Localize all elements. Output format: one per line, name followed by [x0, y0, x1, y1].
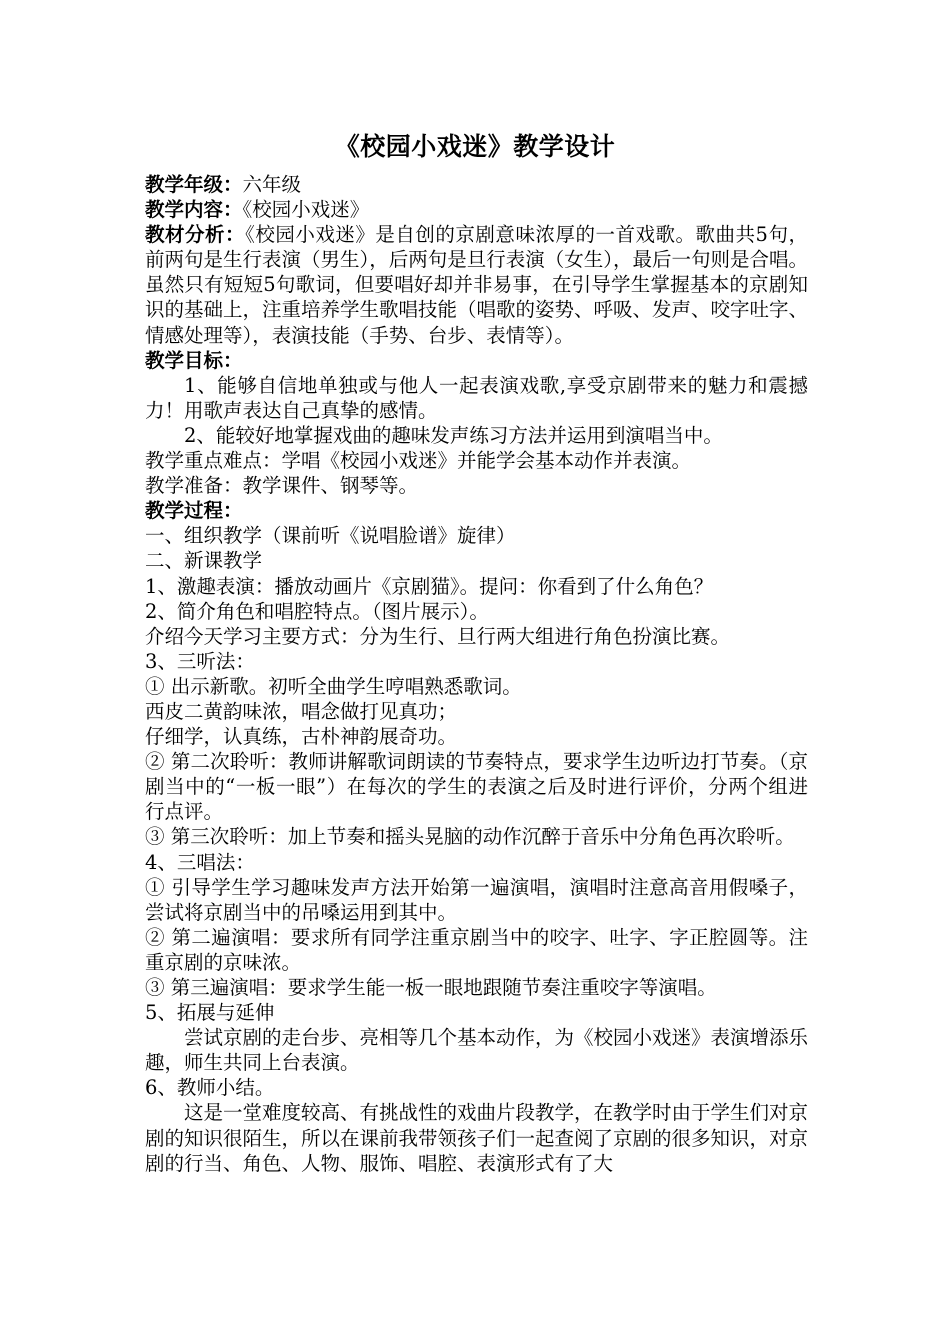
process-line: ③ 第三次聆听：加上节奏和摇头晃脑的动作沉醉于音乐中分角色再次聆听。: [145, 825, 795, 849]
document-title: 《校园小戏迷》教学设计: [334, 132, 616, 161]
analysis-paragraph: [145, 222, 808, 347]
key-points-line: 教学重点难点：学唱《校园小戏迷》并能学会基本动作并表演。: [145, 449, 692, 473]
process-line: ① 出示新歌。初听全曲学生哼唱熟悉歌词。: [145, 674, 522, 698]
content-value: 《校园小戏迷》: [242, 198, 370, 222]
process-line: ② 第二次聆听：教师讲解歌词朗读的节奏特点，要求学生边听边打节奏。（京剧当中的“一板一眼”）在每次的学生的表演之后及时进行评价，分两个组进行点评。: [145, 750, 808, 824]
process-heading: 教学过程：: [145, 499, 243, 523]
process-line: 二、新课教学: [145, 549, 263, 573]
grade-value: 六年级: [242, 173, 302, 196]
preparation-line: 教学准备：教学课件、钢琴等。: [145, 474, 419, 498]
grade-label: 教学年级：: [145, 173, 243, 196]
process-line: ① 引导学生学习趣味发声方法开始第一遍演唱，演唱时注意高音用假嗓子，尝试将京剧当中的吊嗓运用到其中。: [145, 875, 808, 924]
process-line: 3、三听法：: [145, 649, 255, 673]
process-line: 介绍今天学习主要方式：分为生行、旦行两大组进行角色扮演比赛。: [145, 624, 731, 648]
goals-heading: 教学目标：: [145, 348, 243, 372]
summary-heading: 6、教师小结。: [145, 1076, 275, 1100]
goal-item-2: 2、能较好地掌握戏曲的趣味发声练习方法并运用到演唱当中。: [184, 423, 723, 447]
grade-line: [145, 172, 808, 197]
process-line: ② 第二遍演唱：要求所有同学注重京剧当中的咬字、吐字、字正腔圆等。注重京剧的京味浓。: [145, 925, 808, 974]
lyrics-line: 仔细学，认真练，古朴神韵展奇功。: [145, 725, 458, 749]
process-line: ③ 第三遍演唱：要求学生能一板一眼地跟随节奏注重咬字等演唱。: [145, 976, 717, 999]
content-label: 教学内容：: [145, 198, 243, 222]
extension-paragraph: 尝试京剧的走台步、亮相等几个基本动作，为《校园小戏迷》表演增添乐趣，师生共同上台表演。: [145, 1026, 809, 1075]
process-line: 2、简介角色和唱腔特点。（图片展示）。: [145, 599, 489, 623]
process-line: 1、激趣表演：播放动画片《京剧猫》。提问：你看到了什么角色？: [145, 574, 714, 598]
lyrics-line: 西皮二黄韵味浓，唱念做打见真功；: [145, 699, 458, 723]
document-body: [145, 172, 808, 1176]
process-line: 4、三唱法：: [145, 850, 255, 874]
process-line: 一、组织教学（课前听《说唱脸谱》旋律）: [145, 524, 516, 548]
analysis-label: 教材分析：: [145, 223, 246, 247]
analysis-text: 《校园小戏迷》是自创的京剧意味浓厚的一首戏歌。歌曲共5句，前两句是生行表演（男生），后两句是旦行表演（女生），最后一句则是合唱。虽然只有短短5句歌词，但要唱好却并非易事，在引导学生掌握基本的京剧知识的基础上，注重培养学生歌唱技能（唱歌的姿势、呼吸、发声、咬字吐字、情感处理等），表演技能（手势、台步、表情等）。: [145, 223, 809, 347]
summary-paragraph: 这是一堂难度较高、有挑战性的戏曲片段教学，在教学时由于学生们对京剧的知识很陌生，所以在课前我带领孩子们一起查阅了京剧的很多知识，对京剧的行当、角色、人物、服饰、唱腔、表演形式有了大: [145, 1101, 809, 1175]
goal-item-1: 1、能够自信地单独或与他人一起表演戏歌,享受京剧带来的魅力和震撼力！用歌声表达自己真挚的感情。: [145, 373, 808, 422]
content-line: [145, 197, 808, 222]
process-line: 5、拓展与延伸: [145, 1001, 275, 1025]
